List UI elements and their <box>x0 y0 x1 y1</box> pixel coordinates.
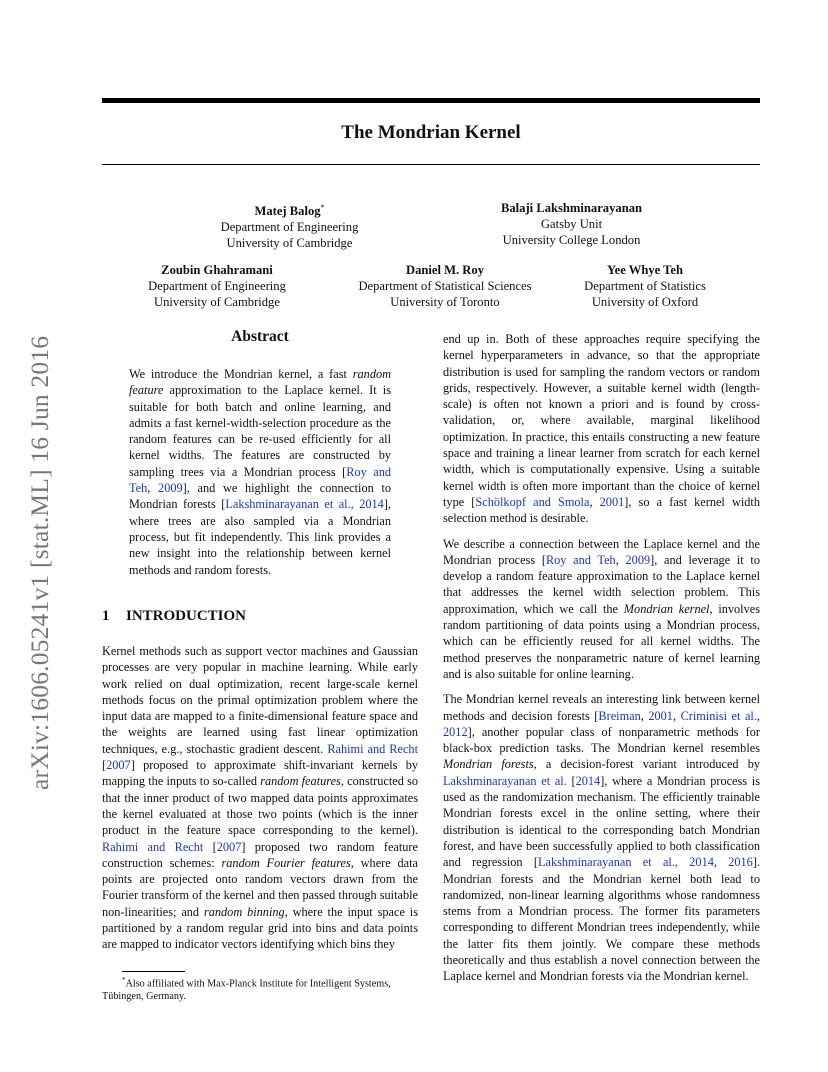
author-block <box>112 262 322 310</box>
citation-link[interactable]: 2007 <box>106 758 131 773</box>
intro-body <box>102 643 418 953</box>
emphasis: random features <box>260 774 341 789</box>
text: , <box>756 708 760 723</box>
citation-link[interactable]: Lakshminarayanan et al., 2014 <box>537 855 714 870</box>
paragraph <box>443 691 760 984</box>
text: , <box>615 552 626 567</box>
text: ]. Mondrian forests and the Mondrian kernel both lead to randomized, non-linear learning algorithms whose randomness stems from a Mondrian process. The former fits parameters corresponding to different Mondrian trees independently, while the latter fits them jointly. We compare these methods theoretically and thus establish a novel connection between the Laplace kernel and Mondrian forests via the Mondrian kernel. <box>443 855 760 984</box>
text: , involves random partitioning of data points using a Mondrian process, which can be efficiently reused for all kernel widths. The method preserves the nonparametric nature of kernel learning and is also suitable for online learning. <box>443 601 760 681</box>
text: ], another popular class of nonparametric methods for black-box prediction tasks. The Mondrian kernel resembles <box>443 724 760 756</box>
text: [ <box>203 839 217 854</box>
text: , <box>589 494 600 509</box>
citation-link[interactable]: 2007 <box>216 839 242 854</box>
author-dept: Department of Statistics <box>584 279 706 293</box>
arxiv-stamp: arXiv:1606.05241v1 [stat.ML] 16 Jun 2016 <box>25 335 54 790</box>
author-block <box>162 200 417 251</box>
text: Kernel methods such as support vector machines and Gaussian processes are very popular in machine learning. While early work relied on dual optimization, recent large-scale kernel methods focus on the primal optimization problem where the input data are mapped to a finite-dimensional feature space and the weights are learned using fast linear optimization techniques, e.g., stochastic gradient descent. <box>102 644 418 756</box>
text: We describe a connection between the Laplace kernel and the Mondrian process [ <box>443 536 760 567</box>
paragraph <box>443 331 760 527</box>
section-heading <box>102 608 418 625</box>
text: ], and leverage it to develop a random feature approximation to the Laplace kernel that addresses the kernel width selection problem. This approximation, which we call the <box>443 552 760 616</box>
text: , <box>672 708 681 723</box>
author-inst: University of Cambridge <box>226 236 353 251</box>
citation-link[interactable]: Rahimi and Recht <box>102 839 204 854</box>
citation-link[interactable]: 2014 <box>575 773 601 788</box>
text: end up in. Both of these approaches require specifying the kernel hyperparameters in advance, so that the appropriate distribution is used for sampling the random vectors or random grids, respectively. However, a suitable kernel width (length-scale) is often not known a priori and is found by cross-validation, or, where available, marginal likelihood optimization. In practice, this entails constructing a new feature space and training a linear learner from scratch for each kernel width, which is computationally expensive. Using a suitable kernel width is often more important than the choice of kernel type [ <box>443 332 760 509</box>
author-name: Balaji Lakshminarayanan <box>500 201 642 215</box>
citation-link[interactable]: Roy and Teh <box>129 464 392 496</box>
text: , constructed so that the inner product of two mapped data points approximates the kernel evaluated at those two points (which is the inner product in the feature space corresponding to the kernel). <box>102 774 418 838</box>
citation-link[interactable]: Breiman <box>598 708 641 723</box>
citation-link[interactable]: Criminisi et al. <box>680 708 757 723</box>
text: approximation to the Laplace kernel. It is suitable for both batch and online learning, and admits a fast kernel-width-selection procedure as the random features can be re-used efficiently for all kernel widths. The features are constructed by sampling trees via a Mondrian process [ <box>129 383 391 479</box>
author-name: Yee Whye Teh <box>606 263 684 277</box>
author-dept: Department of Engineering <box>148 279 286 293</box>
citation-link[interactable]: 2001 <box>599 494 625 509</box>
author-name: Zoubin Ghahramani <box>161 263 273 277</box>
text: ], and we highlight the connection to Mondrian forests [ <box>129 481 392 512</box>
paragraph <box>443 536 760 683</box>
intro-paragraph <box>102 643 418 953</box>
emphasis: random feature <box>129 367 391 398</box>
citation-link[interactable]: 2009 <box>158 481 183 496</box>
citation-link[interactable]: 2009 <box>625 552 651 567</box>
author-dept: Department of Statistical Sciences <box>358 279 532 293</box>
emphasis: Mondrian forests <box>443 757 534 772</box>
footnote-mark: * <box>122 976 126 984</box>
text: ], so a fast kernel width selection method is desirable. <box>443 494 761 526</box>
footnote <box>102 974 418 1003</box>
author-block <box>444 200 699 248</box>
abstract-heading: Abstract <box>231 328 289 345</box>
emphasis: random Fourier features <box>221 855 351 870</box>
author-inst: University of Oxford <box>591 295 699 309</box>
author-inst: University College London <box>502 233 641 247</box>
author-block <box>325 262 565 310</box>
emphasis: Mondrian kernel <box>623 601 710 616</box>
abstract-paragraph <box>129 366 391 578</box>
text: , <box>640 708 649 723</box>
citation-link[interactable]: Schölkopf and Smola <box>475 494 590 509</box>
text: , where the input space is partitioned by a random regular grid into bins and data points are mapped to indicator vectors identifying which bins they <box>102 904 418 952</box>
text: , <box>147 481 159 496</box>
text: We introduce the Mondrian kernel, a fast <box>129 367 353 381</box>
text: The Mondrian kernel reveals an interesting link between kernel methods and decision forests [ <box>443 692 760 723</box>
footnote-rule <box>122 971 185 972</box>
text: ] proposed two random feature construction schemes: <box>102 839 418 870</box>
citation-link[interactable]: Lakshminarayanan et al., 2014 <box>225 497 384 512</box>
right-column <box>443 331 760 985</box>
text: ] proposed to approximate shift-invariant kernels by mapping the inputs to so-called <box>102 758 418 789</box>
citation-link[interactable]: 2012 <box>443 724 468 739</box>
citation-link[interactable]: Lakshminarayanan et al. <box>443 773 567 788</box>
abstract-body <box>129 366 391 578</box>
citation-link[interactable]: 2016 <box>728 855 753 870</box>
section-number: 1 <box>102 608 110 624</box>
footnote-mark: * <box>320 203 325 212</box>
author-block <box>550 262 740 310</box>
text: ], where trees are also sampled via a Mondrian process, but fit independently. This link provides a new insight into the relationship between kernel methods and random forests. <box>129 497 391 577</box>
emphasis: random binning <box>203 904 285 919</box>
author-inst: University of Cambridge <box>154 295 280 309</box>
section-title: INTRODUCTION <box>126 608 247 624</box>
paper-title: The Mondrian Kernel <box>341 122 521 143</box>
author-dept: Gatsby Unit <box>540 217 603 231</box>
author-name: Matej Balog <box>254 204 321 219</box>
title-rule-bottom <box>102 164 760 165</box>
author-dept: Department of Engineering <box>220 220 359 235</box>
title-rule-top <box>102 98 760 103</box>
citation-link[interactable]: 2001 <box>648 708 673 723</box>
text: , a decision-forest variant introduced by <box>533 757 760 772</box>
citation-link[interactable]: Rahimi and Recht <box>327 741 418 756</box>
text: [ <box>566 773 576 788</box>
text: , <box>713 855 729 870</box>
text: , where data points are projected onto random vectors drawn from the Fourier transform of the kernel and then passed through suitable non-linearities; and <box>102 855 418 919</box>
text: [ <box>102 758 107 773</box>
text: ], where a Mondrian process is used as the randomization mechanism. The efficiently trainable Mondrian forests excel in the online setting, where their distribution is identical to the corresponding batch Mondrian forest, and have been successfully applied to both classification and regression [ <box>443 773 760 870</box>
footnote-text: Also affiliated with Max-Planck Institute for Intelligent Systems, Tübingen, Germany. <box>102 978 391 1003</box>
citation-link[interactable]: Roy and Teh <box>545 552 616 567</box>
author-inst: University of Toronto <box>390 295 500 309</box>
author-name: Daniel M. Roy <box>405 263 484 277</box>
